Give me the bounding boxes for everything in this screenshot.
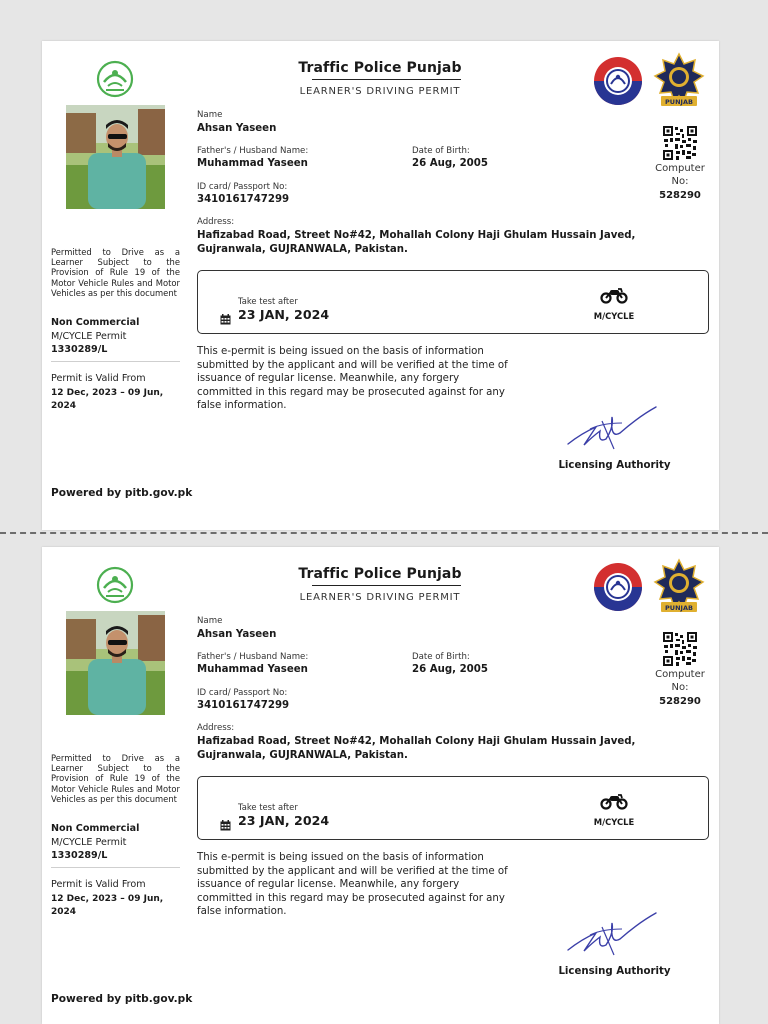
powered-by-footer: Powered by pitb.gov.pk	[51, 487, 193, 499]
father-name-label: Father's / Husband Name:	[197, 652, 309, 662]
disclaimer-text: This e-permit is being issued on the basis of information submitted by the applicant and will be verified at the time of issuance of regular license. Meanwhile, any forgery committed in this regard may be prosecuted against for any false information.	[197, 346, 508, 412]
test-date-label: Take test after	[238, 296, 298, 306]
signature	[562, 399, 662, 459]
validity-label: Permit is Valid From	[51, 373, 146, 384]
applicant-photo	[66, 105, 165, 209]
dob-value: 26 Aug, 2005	[412, 158, 488, 169]
validity-label: Permit is Valid From	[51, 879, 146, 890]
address-label: Address:	[197, 217, 235, 227]
name-label: Name	[197, 616, 223, 626]
document-title: Traffic Police Punjab	[298, 60, 462, 76]
applicant-photo	[66, 611, 165, 715]
punjab-police-logo	[593, 562, 643, 612]
id-card-value: 3410161747299	[197, 700, 290, 711]
traffic-police-badge	[653, 558, 705, 616]
qr-code	[662, 125, 698, 161]
motorcycle-icon	[600, 286, 628, 304]
permit-terms-note: Permitted to Drive as a Learner Subject to the Provision of Rule 19 of the Motor Vehicle Rules and Motor Vehicles as per this document	[51, 247, 180, 298]
validity-dates: 12 Dec, 2023 – 09 Jun, 2024	[51, 388, 164, 411]
validity-dates: 12 Dec, 2023 – 09 Jun, 2024	[51, 894, 164, 917]
name-label: Name	[197, 110, 223, 120]
permit-terms-note: Permitted to Drive as a Learner Subject to the Provision of Rule 19 of the Motor Vehicle Rules and Motor Vehicles as per this document	[51, 753, 180, 804]
badge-text: PUNJAB	[665, 98, 693, 106]
test-date-value: 23 JAN, 2024	[238, 307, 330, 322]
motorcycle-icon	[600, 792, 628, 810]
id-card-label: ID card/ Passport No:	[197, 688, 288, 698]
divider	[51, 867, 180, 868]
father-name-label: Father's / Husband Name:	[197, 146, 309, 156]
dob-label: Date of Birth:	[412, 652, 470, 662]
badge-text: PUNJAB	[665, 604, 693, 612]
computer-number-value: 528290	[659, 190, 701, 201]
punjab-police-logo	[593, 56, 643, 106]
address-label: Address:	[197, 723, 235, 733]
licensing-authority: Licensing Authority	[558, 460, 671, 471]
permit-card-2	[42, 547, 719, 1024]
test-schedule-box	[197, 776, 709, 840]
calendar-icon	[220, 310, 231, 321]
permit-number: 1330289/L	[51, 344, 108, 355]
address-value: Hafizabad Road, Street No#42, Mohallah Colony Haji Ghulam Hussain Javed, Gujranwala, GUJRANWALA, Pakistan.	[197, 736, 636, 761]
test-schedule-box	[197, 270, 709, 334]
permit-number: 1330289/L	[51, 850, 108, 861]
qr-code	[662, 631, 698, 667]
cut-line	[0, 532, 768, 534]
computer-number-label: Computer No:	[655, 669, 705, 693]
licensing-authority: Licensing Authority	[558, 966, 671, 977]
father-name-value: Muhammad Yaseen	[197, 664, 308, 675]
id-card-label: ID card/ Passport No:	[197, 182, 288, 192]
punjab-govt-logo	[95, 566, 135, 604]
father-name-value: Muhammad Yaseen	[197, 158, 308, 169]
traffic-police-badge	[653, 52, 705, 110]
divider	[51, 361, 180, 362]
dob-label: Date of Birth:	[412, 146, 470, 156]
disclaimer-text: This e-permit is being issued on the basis of information submitted by the applicant and will be verified at the time of issuance of regular license. Meanwhile, any forgery committed in this regard may be prosecuted against for any false information.	[197, 852, 508, 918]
vehicle-category: M/CYCLE	[593, 311, 635, 321]
title-underline	[312, 585, 461, 586]
address-value: Hafizabad Road, Street No#42, Mohallah Colony Haji Ghulam Hussain Javed, Gujranwala, GUJRANWALA, Pakistan.	[197, 230, 636, 255]
dob-value: 26 Aug, 2005	[412, 664, 488, 675]
document-title: Traffic Police Punjab	[298, 566, 462, 582]
title-underline	[312, 79, 461, 80]
calendar-icon	[220, 816, 231, 827]
name-value: Ahsan Yaseen	[197, 123, 277, 134]
computer-number-value: 528290	[659, 696, 701, 707]
document-subtitle: LEARNER'S DRIVING PERMIT	[299, 592, 461, 603]
punjab-govt-logo	[95, 60, 135, 98]
vehicle-category: M/CYCLE	[593, 817, 635, 827]
test-date-value: 23 JAN, 2024	[238, 813, 330, 828]
computer-number-label: Computer No:	[655, 163, 705, 187]
permit-category: Non Commercial	[51, 823, 140, 834]
permit-type: M/CYCLE Permit	[51, 837, 127, 848]
signature	[562, 905, 662, 965]
permit-category: Non Commercial	[51, 317, 140, 328]
name-value: Ahsan Yaseen	[197, 629, 277, 640]
test-date-label: Take test after	[238, 802, 298, 812]
powered-by-footer: Powered by pitb.gov.pk	[51, 993, 193, 1005]
permit-type: M/CYCLE Permit	[51, 331, 127, 342]
document-subtitle: LEARNER'S DRIVING PERMIT	[299, 86, 461, 97]
id-card-value: 3410161747299	[197, 194, 290, 205]
permit-card-1	[42, 41, 719, 530]
